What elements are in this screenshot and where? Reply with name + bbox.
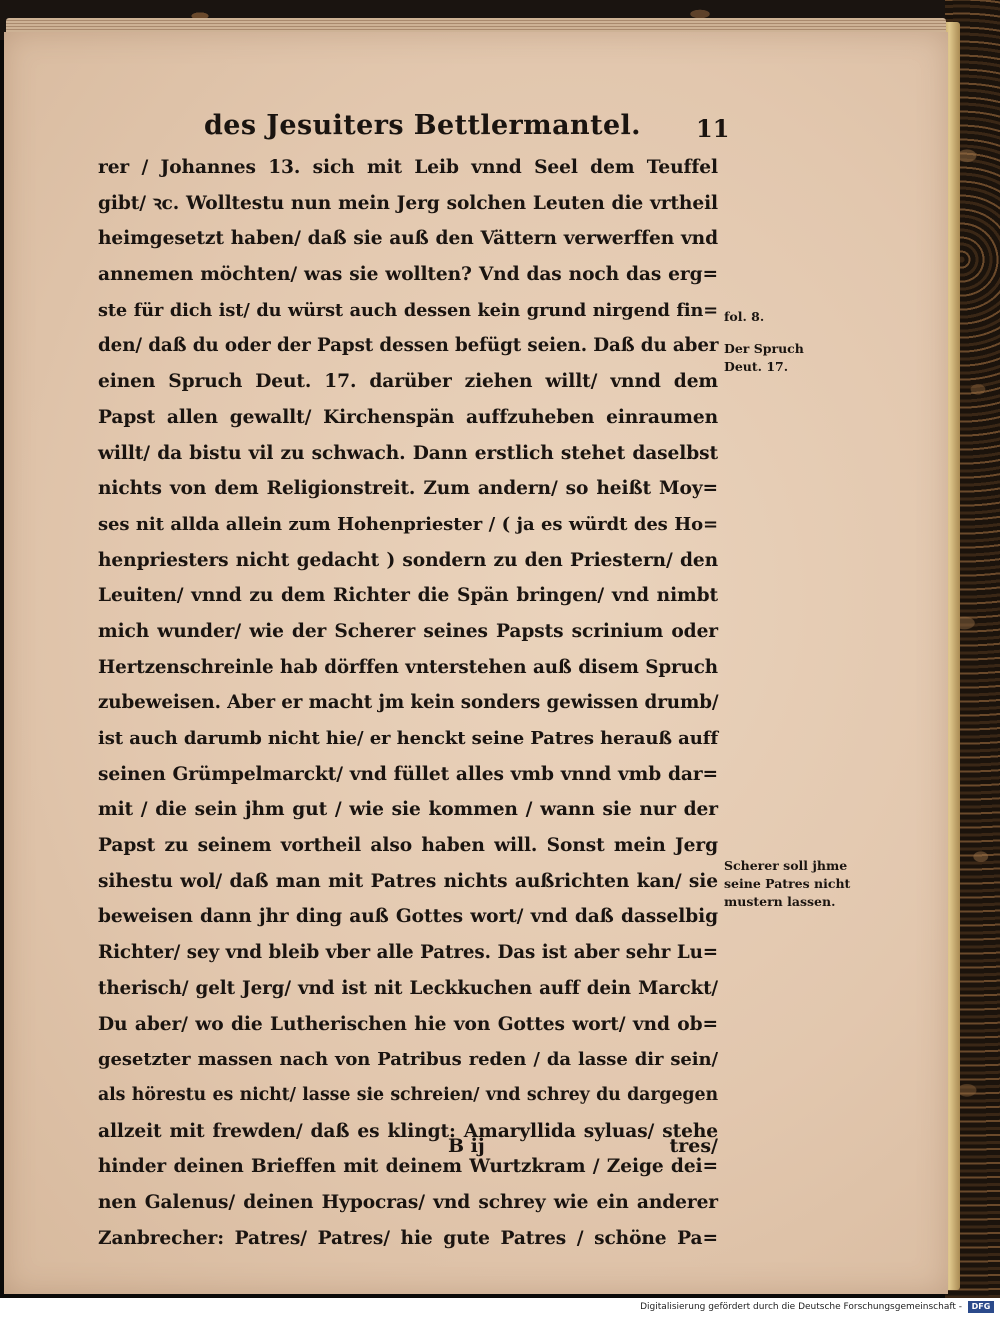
text-line: einen Spruch Deut. 17. darüber ziehen willt/ vnnd dem <box>98 371 718 393</box>
text-line: den/ daß du oder der Papst dessen befügt seien. Daß du aber <box>98 335 719 357</box>
text-line: henpriesters nicht gedacht ) sondern zu den Priestern/ den <box>98 549 718 571</box>
book-page <box>4 32 948 1294</box>
body-text <box>98 150 718 1256</box>
text-line: nichts von dem Religionstreit. Zum andern/ so heißt Moy= <box>98 478 718 500</box>
text-line: ste für dich ist/ du würst auch dessen kein grund nirgend fin= <box>98 299 718 321</box>
funding-credit: Digitalisierung gefördert durch die Deutsche Forschungsgemeinschaft - <box>640 1302 962 1312</box>
catchword: tres/ <box>669 1135 718 1157</box>
running-head: des Jesuiters Bettlermantel. <box>204 110 641 141</box>
catchline <box>98 1135 718 1169</box>
text-line: therisch/ gelt Jerg/ vnd ist nit Leckkuchen auff dein Marckt/ <box>98 977 718 999</box>
margin-note-line: seine Patres nicht <box>724 876 851 891</box>
text-line: ses nit allda allein zum Hohenpriester / ( ja es würdt des Ho= <box>98 513 718 535</box>
text-line: rer / Johannes 13. sich mit Leib vnnd Seel dem Teuffel <box>98 157 718 178</box>
margin-note-line: mustern lassen. <box>724 894 836 909</box>
text-line: Richter/ sey vnd bleib vber alle Patres. Das ist aber sehr Lu= <box>98 942 718 964</box>
text-line: Zanbrecher: Patres/ Patres/ hie gute Patres / schöne Pa= <box>98 1227 718 1249</box>
text-line: willt/ da bistu vil zu schwach. Dann erstlich stehet daselbst <box>98 442 718 464</box>
text-line: Hertzenschreinle hab dörffen vnterstehen auß disem Spruch <box>98 656 718 678</box>
text-line: Papst allen gewallt/ Kirchenspän auffzuheben einraumen <box>98 406 718 428</box>
text-line: Papst zu seinem vortheil also haben will. Sonst mein Jerg <box>98 835 718 857</box>
text-line: Leuiten/ vnnd zu dem Richter die Spän bringen/ vnd nimbt <box>98 585 718 607</box>
text-line: hinder deinen Brieffen mit deinem Wurtzkram / Zeige dei= <box>98 1156 718 1178</box>
margin-note-line: Scherer soll jhme <box>724 858 848 873</box>
text-line: heimgesetzt haben/ daß sie auß den Vättern verwerffen vnd <box>98 228 718 250</box>
text-line: seinen Grümpelmarckt/ vnd füllet alles vmb vnnd vmb dar= <box>98 763 718 785</box>
text-line: allzeit mit frewden/ daß es klingt: Amaryllida syluas/ stehe <box>98 1120 718 1142</box>
margin-note-line: Deut. 17. <box>724 359 789 374</box>
text-line: mit / die sein jhm gut / wie sie kommen / wann sie nur der <box>98 799 718 821</box>
text-line: gesetzter massen nach von Patribus reden / da lasse dir sein/ <box>98 1049 718 1071</box>
text-line: mich wunder/ wie der Scherer seines Papsts scrinium oder <box>98 620 718 642</box>
signature-mark: B ij <box>448 1135 485 1157</box>
margin-note-line: fol. 8. <box>724 309 765 324</box>
margin-note-deut <box>724 308 804 376</box>
text-line: als hörestu es nicht/ lasse sie schreien/ vnd schrey du dargegen <box>98 1084 718 1105</box>
margin-note-scherer <box>724 857 850 911</box>
footer-bar <box>0 1298 1000 1319</box>
text-line: annemen möchten/ was sie wollten? Vnd das noch das erg= <box>98 264 718 286</box>
text-line: Du aber/ wo die Lutherischen hie von Gottes wort/ vnd ob= <box>98 1013 718 1035</box>
text-line: gibt/ ꝛc. Wolltestu nun mein Jerg solchen Leuten die vrtheil <box>98 192 718 214</box>
page-number: 11 <box>696 114 730 143</box>
text-line: ist auch darumb nicht hie/ er henckt seine Patres herauß auff <box>98 728 718 749</box>
text-line: nen Galenus/ deinen Hypocras/ vnd schrey wie ein anderer <box>98 1191 718 1213</box>
margin-note-line: Der Spruch <box>724 341 804 356</box>
text-line: zubeweisen. Aber er macht jm kein sonders gewissen drumb/ <box>98 692 719 714</box>
dfg-logo[interactable]: DFG <box>968 1301 994 1313</box>
text-line: beweisen dann jhr ding auß Gottes wort/ vnd daß dasselbig <box>98 906 718 928</box>
text-line: sihestu wol/ daß man mit Patres nichts außrichten kan/ sie <box>98 870 718 892</box>
